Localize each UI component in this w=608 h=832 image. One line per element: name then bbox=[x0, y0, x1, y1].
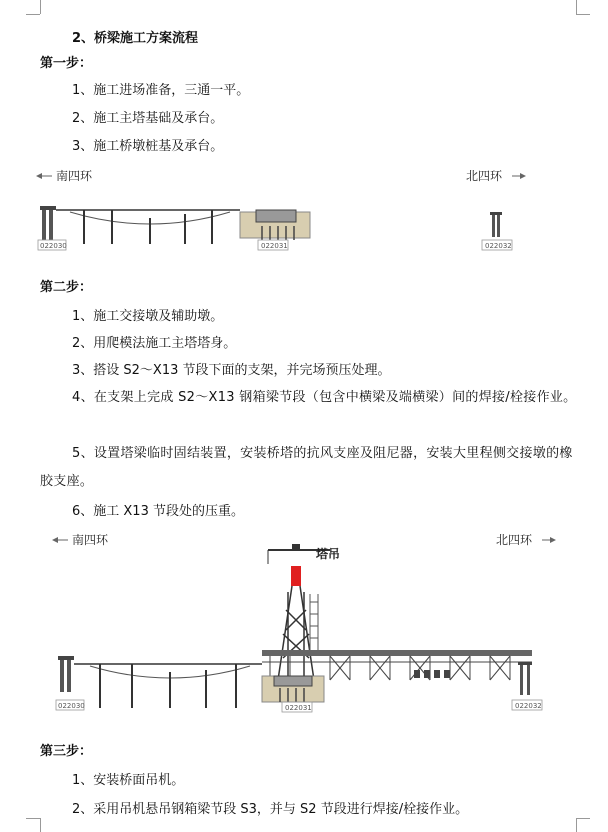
left-abutment bbox=[58, 656, 74, 692]
ballast-blocks bbox=[414, 670, 450, 678]
step-1-item-2: 2、施工主塔基础及承台。 bbox=[72, 111, 224, 126]
step-2-item-4: 4、在支架上完成 S2～X13 钢箱梁节段（包含中横梁及端横梁）间的焊接/栓接作业。 bbox=[72, 390, 577, 405]
figure-2-right-label: 北四环 bbox=[496, 533, 533, 547]
figure-1-left-label: 南四环 bbox=[56, 169, 93, 183]
corner-mark-bottom-right bbox=[576, 818, 577, 832]
pier-label-2: 022031 bbox=[285, 704, 312, 712]
step-3-title: 第三步： bbox=[40, 744, 93, 759]
pier-label-3: 022032 bbox=[515, 702, 542, 710]
figure-1-right-label: 北四环 bbox=[466, 169, 503, 183]
tower-foundation bbox=[262, 676, 324, 702]
left-abutment bbox=[40, 206, 56, 240]
step-1-item-1: 1、施工进场准备，三通一平。 bbox=[72, 83, 250, 98]
pier-label-2: 022031 bbox=[261, 242, 288, 250]
step-2-item-3: 3、搭设 S2～X13 节段下面的支架，并完场预压处理。 bbox=[72, 363, 391, 378]
step-2-item-5: 5、设置塔梁临时固结装置，安装桥塔的抗风支座及阻尼器，安装大里程侧交接墩的橡胶支座。 bbox=[40, 446, 573, 489]
corner-mark-top-left bbox=[40, 0, 41, 14]
support-piers bbox=[84, 210, 212, 244]
step-3-item-2: 2、采用吊机悬吊钢箱梁节段 S3，并与 S2 节段进行焊接/栓接作业。 bbox=[72, 802, 469, 817]
corner-mark-bottom-left-h bbox=[26, 818, 40, 819]
section-title: 2、桥梁施工方案流程 bbox=[72, 31, 199, 46]
pier-label-3: 022032 bbox=[485, 242, 512, 250]
step-2-title: 第二步： bbox=[40, 280, 93, 295]
right-pier bbox=[490, 212, 502, 237]
pier-label-1: 022030 bbox=[40, 242, 67, 250]
main-tower bbox=[278, 586, 314, 680]
main-deck bbox=[262, 650, 532, 656]
step-2-item-2: 2、用爬模法施工主塔塔身。 bbox=[72, 336, 237, 351]
right-direction-arrow-icon bbox=[542, 537, 556, 543]
figure-1-bridge-diagram bbox=[0, 166, 608, 266]
figure-2-bridge-diagram bbox=[0, 530, 608, 730]
corner-mark-bottom-right-h bbox=[576, 818, 590, 819]
right-direction-arrow-icon bbox=[512, 173, 526, 179]
corner-mark-top-left-h bbox=[26, 14, 40, 15]
pier-label-1: 022030 bbox=[58, 702, 85, 710]
tower-foundation bbox=[240, 210, 310, 240]
step-3-item-1: 1、安装桥面吊机。 bbox=[72, 773, 185, 788]
step-2-item-6: 6、施工 X13 节段处的压重。 bbox=[72, 504, 244, 519]
left-direction-arrow-icon bbox=[36, 173, 52, 179]
right-pier bbox=[518, 662, 532, 695]
step-1-title: 第一步： bbox=[40, 56, 93, 71]
figure-2-left-label: 南四环 bbox=[72, 533, 109, 547]
approach-piers bbox=[100, 664, 236, 708]
step-1-item-3: 3、施工桥墩桩基及承台。 bbox=[72, 139, 224, 154]
tower-scaffold bbox=[310, 594, 318, 650]
corner-mark-top-right bbox=[576, 0, 577, 14]
step-2-item-1: 1、施工交接墩及辅助墩。 bbox=[72, 309, 224, 324]
crane-label: 塔吊 bbox=[316, 547, 341, 561]
corner-mark-top-right-h bbox=[576, 14, 590, 15]
left-direction-arrow-icon bbox=[52, 537, 68, 543]
corner-mark-bottom-left bbox=[40, 818, 41, 832]
